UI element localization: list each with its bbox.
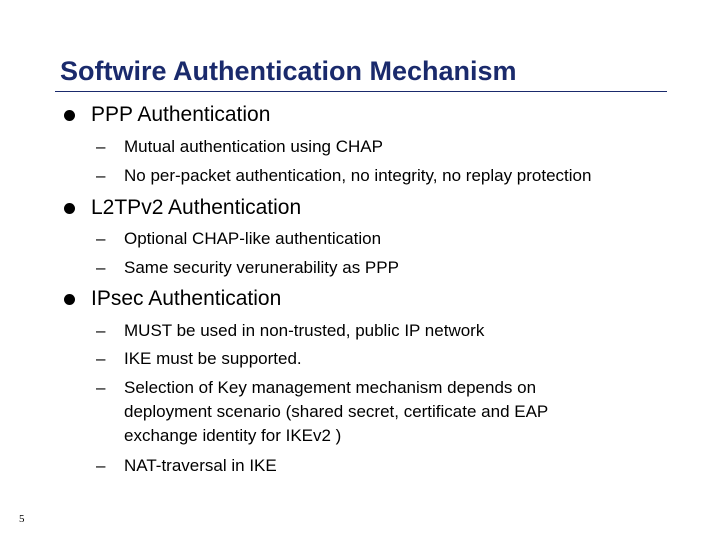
sub-item-text: IKE must be supported. xyxy=(124,349,302,368)
sub-item-text: NAT-traversal in IKE xyxy=(124,456,277,475)
dash-icon: – xyxy=(96,378,106,397)
bullet-dot-icon xyxy=(64,203,75,214)
sub-item-text: Mutual authentication using CHAP xyxy=(124,137,383,156)
sub-item-text: No per-packet authentication, no integrity, no replay protection xyxy=(124,166,592,185)
sub-item-text: Same security verunerability as PPP xyxy=(124,258,399,277)
bullet-dot-icon xyxy=(64,294,75,305)
bullet-text: IPsec Authentication xyxy=(91,287,282,310)
dash-icon: – xyxy=(96,137,106,156)
bullet-text: L2TPv2 Authentication xyxy=(91,196,302,219)
sub-item-text: Optional CHAP-like authentication xyxy=(124,229,382,248)
dash-icon: – xyxy=(96,349,106,368)
dash-icon: – xyxy=(96,229,106,248)
bullet-text: PPP Authentication xyxy=(91,103,271,126)
dash-icon: – xyxy=(96,258,106,277)
slide-title: Softwire Authentication Mechanism xyxy=(60,56,517,86)
sub-item-text: MUST be used in non-trusted, public IP network xyxy=(124,321,485,340)
dash-icon: – xyxy=(96,166,106,185)
sub-item-text: exchange identity for IKEv2 ) xyxy=(124,426,342,445)
dash-icon: – xyxy=(96,456,106,475)
dash-icon: – xyxy=(96,321,106,340)
title-divider xyxy=(55,91,667,92)
page-number: 5 xyxy=(19,513,25,525)
sub-item-text: Selection of Key management mechanism depends on xyxy=(124,378,537,397)
sub-item-text: deployment scenario (shared secret, certificate and EAP xyxy=(124,402,549,421)
bullet-dot-icon xyxy=(64,110,75,121)
